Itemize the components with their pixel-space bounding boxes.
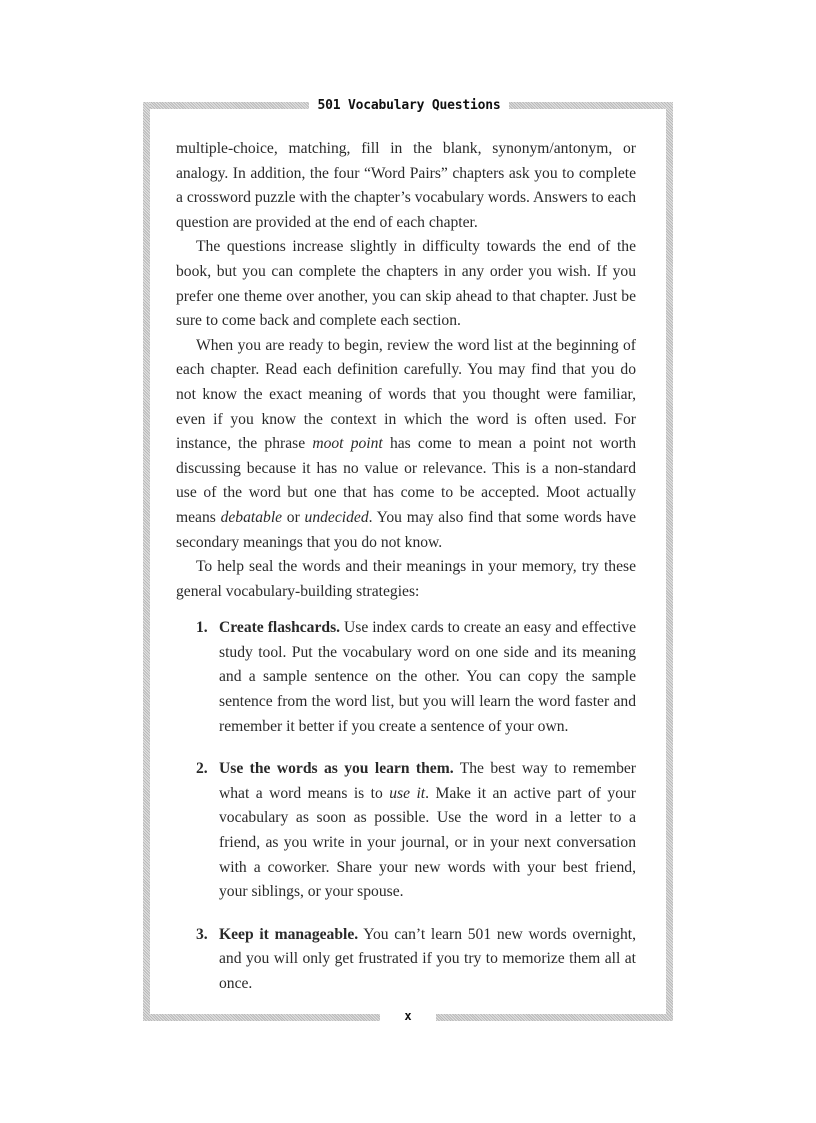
text-run: has come to mean a point not worth discussing because it has no value or relevance. This is a non-standard use of the word but one that has come to be accepted. Moot actually means xyxy=(176,435,636,526)
strategy-number: 3. xyxy=(196,925,208,943)
strategy-item-manageable xyxy=(176,923,636,997)
frame-left-side xyxy=(143,102,150,1021)
emphasis-debatable: debatable xyxy=(220,508,283,526)
frame-bottom-left-bar xyxy=(143,1014,380,1021)
strategy-number: 1. xyxy=(196,619,208,637)
text-run: or xyxy=(282,508,305,526)
strategy-text: Use index cards to create an easy and effective study tool. Put the vocabulary word on one side and its meaning and a sample sentence on the other. You can copy the sample sentence from the word list, but you will learn the word faster and remember it better if you create a sentence of your own. xyxy=(219,619,636,735)
emphasis-moot-point: moot point xyxy=(312,435,383,453)
frame-right-side xyxy=(666,102,673,1021)
strategy-text: You can’t learn 501 new words overnight, and you will only get frustrated if you try to memorize them all at once. xyxy=(219,925,636,992)
page-content xyxy=(176,137,636,1015)
running-head-title: 501 Vocabulary Questions xyxy=(311,98,507,113)
strategy-lead: Use the words as you learn them. xyxy=(219,760,454,778)
strategy-lead: Create flashcards. xyxy=(219,619,341,637)
strategies-list xyxy=(176,616,636,996)
paragraph-difficulty: The questions increase slightly in difficulty towards the end of the book, but you can complete the chapters in any order you wish. If you prefer one theme over another, you can skip ahead to that chapter. Just be sure to come back and complete each section. xyxy=(176,238,636,330)
frame-top-right-bar xyxy=(509,102,673,109)
strategy-number: 2. xyxy=(196,760,208,778)
strategy-item-use-words xyxy=(176,757,636,905)
strategy-item-flashcards xyxy=(176,616,636,739)
frame-bottom-right-bar xyxy=(436,1014,673,1021)
emphasis-undecided: undecided xyxy=(304,508,369,526)
text-run: When you are ready to begin, review the word list at the beginning of each chapter. Read each definition carefully. You may find that you do not know the exact meaning of words that you thought were familiar, even if you know the context in which the word is often used. For instance, the phrase xyxy=(176,336,636,453)
paragraph-strategies-intro: To help seal the words and their meanings in your memory, try these general vocabulary-building strategies: xyxy=(176,558,636,600)
page-number: x xyxy=(388,1009,428,1023)
strategy-lead: Keep it manageable. xyxy=(219,925,359,943)
strategy-text: The best way to remember what a word means is to xyxy=(219,760,636,802)
frame-top-left-bar xyxy=(143,102,309,109)
paragraph-word-list xyxy=(176,334,636,555)
text-run: . You may also find that some words have secondary meanings that you do not know. xyxy=(176,508,636,551)
paragraph-question-types: multiple-choice, matching, fill in the blank, synonym/antonym, or analogy. In addition, the four “Word Pairs” chapters ask you to complete a crossword puzzle with the chapter’s vocabulary words. Answers to each question are provided at the end of each chapter. xyxy=(176,140,637,231)
strategy-text: . Make it an active part of your vocabulary as soon as possible. Use the word in a letter to a friend, as you write in your journal, or in your next conversation with a coworker. Share your new words with your best friend, your siblings, or your spouse. xyxy=(219,784,636,901)
emphasis-use-it: use it xyxy=(389,784,426,802)
